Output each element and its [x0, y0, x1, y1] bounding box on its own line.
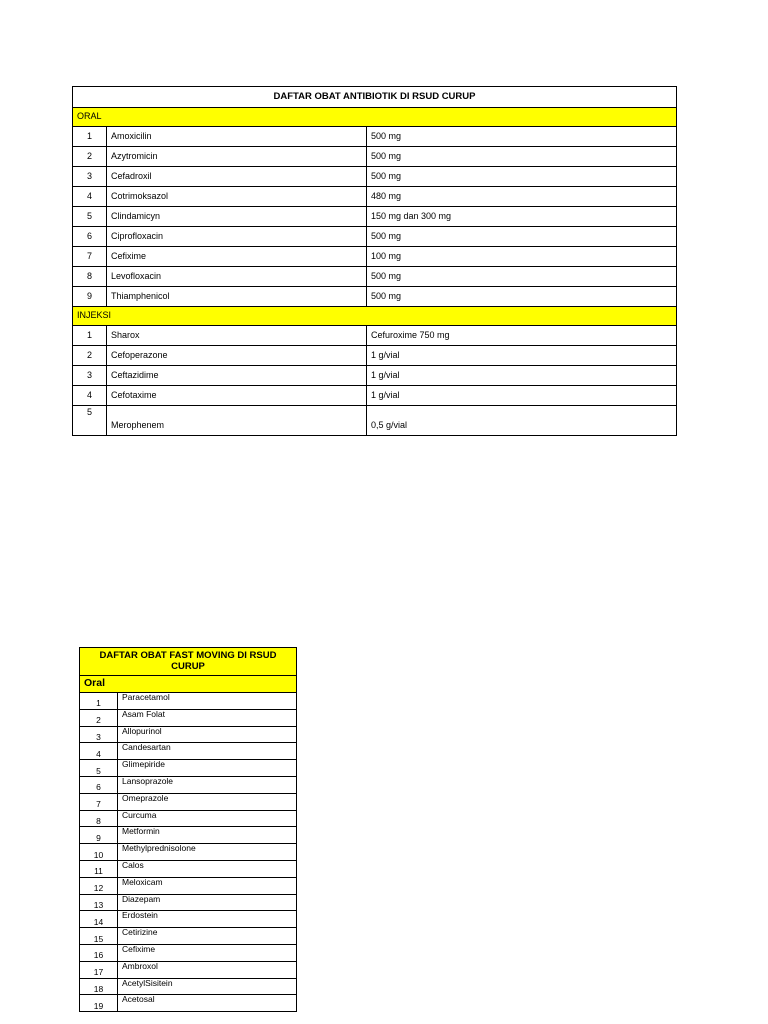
drug-name: Lansoprazole [118, 776, 297, 793]
drug-name: Acetosal [118, 995, 297, 1012]
table-row [80, 793, 297, 810]
table-row [80, 995, 297, 1012]
drug-name: Thiamphenicol [107, 287, 367, 307]
table-row [80, 743, 297, 760]
table-row [80, 944, 297, 961]
row-number: 4 [80, 743, 118, 760]
table-row [73, 127, 677, 147]
drug-name: Cotrimoksazol [107, 187, 367, 207]
drug-name: Meloxicam [118, 877, 297, 894]
drug-dose: 500 mg [367, 167, 677, 187]
table-row [80, 961, 297, 978]
row-number: 19 [80, 995, 118, 1012]
drug-dose: 500 mg [367, 287, 677, 307]
table-row [73, 386, 677, 406]
row-number: 3 [73, 366, 107, 386]
antibiotik-table-title: DAFTAR OBAT ANTIBIOTIK DI RSUD CURUP [73, 87, 677, 108]
table-row [80, 827, 297, 844]
drug-name: Azytromicin [107, 147, 367, 167]
row-number: 9 [73, 287, 107, 307]
drug-name: Ambroxol [118, 961, 297, 978]
row-number: 5 [80, 760, 118, 777]
row-number: 3 [73, 167, 107, 187]
table-row [73, 406, 677, 436]
drug-name: Cefoperazone [107, 346, 367, 366]
fast-moving-table-title: DAFTAR OBAT FAST MOVING DI RSUD CURUP [80, 648, 297, 676]
table-row [73, 207, 677, 227]
table-row [80, 911, 297, 928]
drug-dose: 480 mg [367, 187, 677, 207]
drug-dose: 1 g/vial [367, 366, 677, 386]
row-number: 3 [80, 726, 118, 743]
row-number: 7 [73, 247, 107, 267]
drug-name: Merophenem [107, 406, 367, 436]
drug-name: Sharox [107, 326, 367, 346]
row-number: 1 [73, 326, 107, 346]
row-number: 2 [80, 709, 118, 726]
drug-name: Diazepam [118, 894, 297, 911]
table-row [80, 894, 297, 911]
drug-dose: 100 mg [367, 247, 677, 267]
row-number: 5 [73, 406, 107, 436]
drug-name: Curcuma [118, 810, 297, 827]
drug-name: Erdostein [118, 911, 297, 928]
table-row [80, 928, 297, 945]
drug-name: Allopurinol [118, 726, 297, 743]
row-number: 18 [80, 978, 118, 995]
drug-dose: 500 mg [367, 267, 677, 287]
row-number: 7 [80, 793, 118, 810]
antibiotik-table [72, 86, 677, 436]
drug-dose: 500 mg [367, 127, 677, 147]
row-number: 6 [73, 227, 107, 247]
table-row [80, 709, 297, 726]
row-number: 12 [80, 877, 118, 894]
row-number: 13 [80, 894, 118, 911]
table-row [73, 326, 677, 346]
table-row [80, 877, 297, 894]
row-number: 8 [73, 267, 107, 287]
table-row [73, 147, 677, 167]
drug-name: Levofloxacin [107, 267, 367, 287]
drug-name: Ciprofloxacin [107, 227, 367, 247]
row-number: 15 [80, 928, 118, 945]
row-number: 11 [80, 860, 118, 877]
table-row [73, 346, 677, 366]
drug-name: Amoxicilin [107, 127, 367, 147]
drug-name: Ceftazidime [107, 366, 367, 386]
table-row [73, 247, 677, 267]
drug-name: Cefixime [118, 944, 297, 961]
drug-dose: 500 mg [367, 227, 677, 247]
row-number: 17 [80, 961, 118, 978]
drug-name: Cefotaxime [107, 386, 367, 406]
table-row [80, 760, 297, 777]
table-row [80, 978, 297, 995]
drug-dose: Cefuroxime 750 mg [367, 326, 677, 346]
row-number: 5 [73, 207, 107, 227]
drug-name: Paracetamol [118, 693, 297, 710]
table-row [73, 366, 677, 386]
table-row [80, 776, 297, 793]
drug-dose: 150 mg dan 300 mg [367, 207, 677, 227]
table-row [73, 287, 677, 307]
drug-dose: 1 g/vial [367, 386, 677, 406]
table-row [73, 227, 677, 247]
table-row [73, 167, 677, 187]
drug-name: AcetylSisitein [118, 978, 297, 995]
section-header-oral: Oral [80, 676, 297, 693]
drug-name: Omeprazole [118, 793, 297, 810]
row-number: 10 [80, 844, 118, 861]
drug-name: Methylprednisolone [118, 844, 297, 861]
table-row [73, 267, 677, 287]
table-row [80, 844, 297, 861]
drug-dose: 1 g/vial [367, 346, 677, 366]
drug-name: Calos [118, 860, 297, 877]
row-number: 8 [80, 810, 118, 827]
row-number: 1 [73, 127, 107, 147]
drug-name: Clindamicyn [107, 207, 367, 227]
section-header-oral: ORAL [73, 108, 677, 127]
drug-name: Cefixime [107, 247, 367, 267]
section-header-injeksi: INJEKSI [73, 307, 677, 326]
table-row [80, 810, 297, 827]
drug-name: Metformin [118, 827, 297, 844]
fast-moving-table [79, 647, 297, 1012]
table-row [73, 187, 677, 207]
row-number: 2 [73, 147, 107, 167]
row-number: 6 [80, 776, 118, 793]
row-number: 4 [73, 386, 107, 406]
row-number: 9 [80, 827, 118, 844]
drug-dose: 500 mg [367, 147, 677, 167]
drug-name: Glimepiride [118, 760, 297, 777]
drug-name: Asam Folat [118, 709, 297, 726]
table-row [80, 860, 297, 877]
row-number: 2 [73, 346, 107, 366]
drug-name: Cetirizine [118, 928, 297, 945]
table-row [80, 693, 297, 710]
drug-name: Candesartan [118, 743, 297, 760]
table-row [80, 726, 297, 743]
drug-dose: 0,5 g/vial [367, 406, 677, 436]
row-number: 1 [80, 693, 118, 710]
row-number: 4 [73, 187, 107, 207]
row-number: 14 [80, 911, 118, 928]
row-number: 16 [80, 944, 118, 961]
drug-name: Cefadroxil [107, 167, 367, 187]
